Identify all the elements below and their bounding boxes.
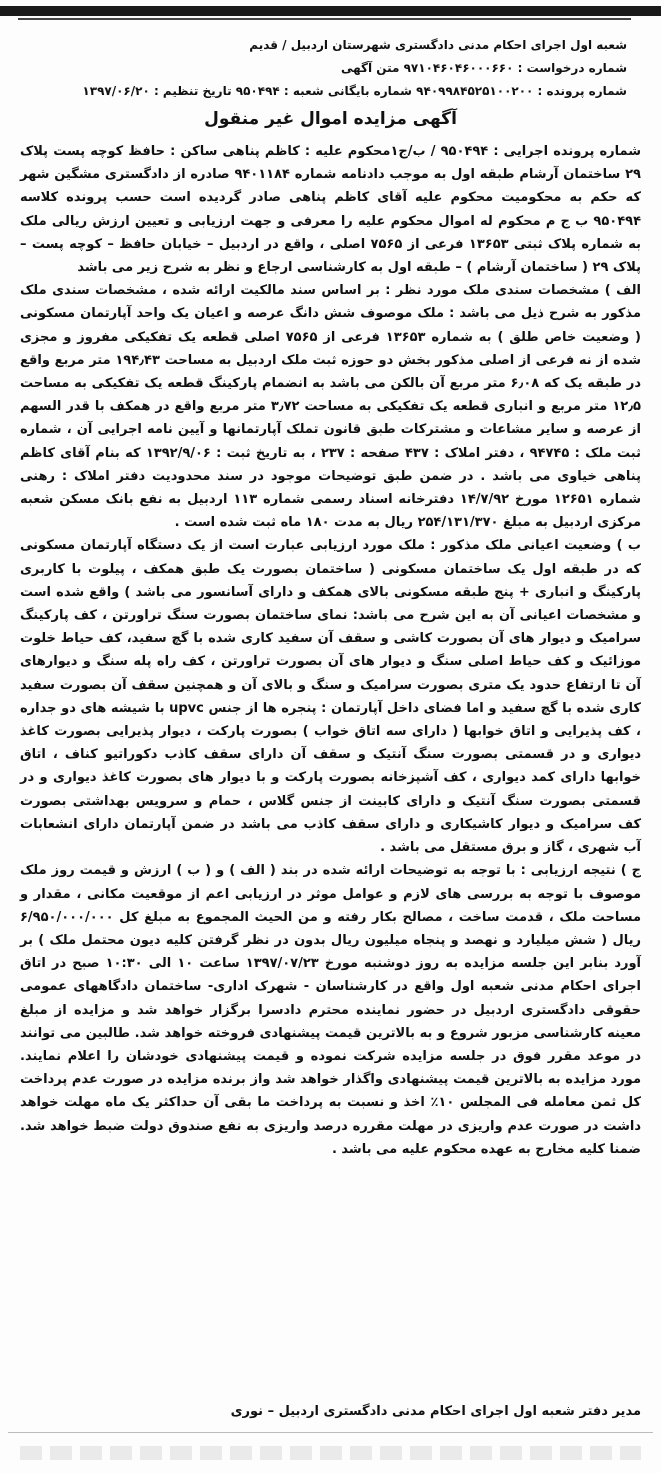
paragraph-jim: ج ) نتیجه ارزیابی : با توجه به توضیحات ارائه شده در بند ( الف ) و ( ب ) ارزش و قیمت روز ملک موصوف با توجه به بررسی های لازم و عوامل موثر در ارزیابی اعم از موقعیت مکانی ، مقدار و مساحت ملک ، قدمت ساخت ، مصالح بکار رفته و من الحیث المجموع به مبلغ کل ۶/۹۵۰/۰۰۰/۰۰۰ ریال ( شش میلیارد و نهصد و پنجاه میلیون ریال بدون در نظر گرفتن کلیه دیون محتمل ملک ) بر آورد بنابر این جلسه مزایده به روز دوشنبه مورخ ۱۳۹۷/۰۷/۲۳ ساعت ۱۰ الی ۱۰:۳۰ صبح در اتاق اجرای احکام مدنی شعبه اول واقع در کارشناسان - شهرک اداری- ساختمان دادگاههای عمومی حقوقی دادگستری اردبیل در حضور نماینده محترم دادسرا برگزار خواهد شد و مزایده از مبلغ معینه کارشناسی مزبور شروع و به بالاترین قیمت پیشنهادی فروخته خواهد شد. طالبین می توانند در موعد مقرر فوق در جلسه مزایده شرکت نموده و قیمت پیشنهادی خودشان را اعلام نمایند. مورد مزایده به بالاترین قیمت پیشنهادی واگذار خواهد شد واز برنده مزایده در صورت عدم پرداخت کل ثمن معامله فی المجلس ۱۰٪ اخذ و نسبت به پرداخت ما بقی آن حداکثر یک ماه مهلت خواهد داشت در صورت عدم واریزی در مهلت مقرره درصد واریزی به نفع صندوق دولت ضبط خواهد شد. ضمنا کلیه مخارج به عهده محکوم علیه می باشد . — [20, 863, 642, 1157]
paragraph-intro: شماره پرونده اجرایی : ۹۵۰۴۹۴ / ب/ج۱محکوم علیه : کاظم پناهی ساکن : حافظ کوچه پست پلاک ۲۹ ساختمان آرشام طبقه اول به موجب دادنامه شماره ۹۴۰۱۱۸۴ صادره از دادگستری مشگین شهر که حکم به محکومیت محکوم علیه آقای کاظم پناهی صادر گردیده است حسب پرونده کلاسه ۹۵۰۴۹۴ ب ج م محکوم له اموال محکوم علیه را معرفی و جهت ارزیابی و تعیین ارزش ریالی ملک به شماره پلاک ثبتی ۱۳۶۵۳ فرعی از ۷۵۶۵ اصلی ، واقع در اردبیل – خیابان حافظ – کوچه پست – پلاک ۲۹ ( ساختمان آرشام ) – طبقه اول به کارشناسی ارجاع و نظر به شرح زیر می باشد — [20, 144, 642, 276]
paragraph-be: ب ) وضعیت اعیانی ملک مذکور : ملک مورد ارزیابی عبارت است از یک دستگاه آپارتمان مسکونی که در طبقه اول یک ساختمان مسکونی ( ساختمان بصورت یک طبق همکف ، پیلوت با کاربری پارکینگ و انباری + پنج طبقه مسکونی بالای همکف و دارای آسانسور می باشد ) واقع شده است و مشخصات اعیانی آن به این شرح می باشد: نمای ساختمان بصورت سنگ تراورتن ، کف پارکینگ سرامیک و دیوار های آن بصورت کاشی و سقف آن سفید کاری شده با گچ سفید، کف حیاط خلوت موزائیک و کف حیاط اصلی سنگ و دیوار های آن بصورت تراورتن ، کف راه پله سنگ و دیوارهای آن تا ارتفاع حدود یک متری بصورت سرامیک و سنگ و بالای آن و همچنین سقف آن بصورت سفید کاری شده با گچ سفید و اما فضای داخل آپارتمان : پنجره ها از جنس upvc با شیشه های دو جداره ، کف پذیرایی و اتاق خوابها ( دارای سه اتاق خواب ) بصورت پارکت ، دیوار پذیرایی بصورت کاغذ دیواری و در قسمتی بصورت سنگ آنتیک و سقف آن دارای سقف کاذب دکوراتیو کناف ، اتاق خوابها دارای کمد دیواری ، کف آشپزخانه بصورت پارکت و با دیوار های بصورت کاغذ دیواری و در قسمتی بصورت سنگ آنتیک و دارای کابینت از جنس گلاس ، حمام و سرویس بهداشتی بصورت کف سرامیک و دیوار کاشیکاری و دارای سقف کاذب می باشد در ضمن آپارتمان دارای انشعابات آب شهری ، گاز و برق مستقل می باشد . — [20, 538, 641, 856]
bottom-divider — [8, 1432, 653, 1433]
top-border-rule — [0, 6, 661, 16]
header-case-line: شماره پرونده : ۹۴۰۹۹۸۴۵۲۵۱۰۰۲۰۰ شماره بایگانی شعبه : ۹۵۰۴۹۴ تاریخ تنظیم : ۱۳۹۷/۰۶/۲۰ — [82, 84, 627, 98]
notice-body — [20, 140, 641, 1161]
top-border-thin-rule — [18, 18, 631, 20]
bottom-faded-text — [20, 1446, 641, 1460]
signature-line: مدیر دفتر شعبه اول اجرای احکام مدنی دادگستری اردبیل – نوری — [230, 1404, 641, 1419]
header-court-line: شعبه اول اجرای احکام مدنی دادگستری شهرستان اردبیل / قدیم — [249, 38, 627, 52]
notice-title: آگهی مزایده اموال غیر منقول — [204, 109, 457, 129]
paragraph-alef: الف ) مشخصات سندی ملک مورد نظر : بر اساس سند مالکیت ارائه شده ، مشخصات سندی ملک مذکور به شرح ذیل می باشد : ملک موصوف شش دانگ عرصه و اعیان یک واحد آپارتمان مسکونی ( وضعیت خاص طلق ) به شماره ۱۳۶۵۳ فرعی از ۷۵۶۵ اصلی قطعه یک تفکیکی مفروز و مجزی شده از نه فرعی از اصلی مذکور بخش دو حوزه ثبت ملک اردبیل به مساحت ۱۹۴٫۴۳ متر مربع واقع در طبقه یک که ۶٫۰۸ متر مربع آن بالکن می باشد به انضمام پارکینگ قطعه یک تفکیکی به مساحت ۱۲٫۵ متر مربع و انباری قطعه یک تفکیکی به مساحت ۳٫۷۲ متر مربع واقع در همکف با قدر السهم از عرصه و سایر مشاعات و مشترکات طبق قانون تملک آپارتمانها و آیین نامه اجرایی آن ، شماره ثبت ملک : ۹۴۷۴۵ ، دفتر املاک : ۴۳۷ صفحه : ۲۳۷ ، به تاریخ ثبت : ۱۳۹۲/۹/۰۶ که بنام آقای کاظم پناهی خیاوی می باشد . در ضمن طبق توضیحات موجود در سند محدودیت دفتر املاک : رهنی شماره ۱۲۶۵۱ مورخ ۱۴/۷/۹۲ دفترخانه اسناد رسمی شماره ۱۱۳ اردبیل به نفع بانک مسکن شعبه مرکزی اردبیل به مبلغ ۲۵۴/۱۳۱/۳۷۰ ریال به مدت ۱۸۰ ماه ثبت شده است . — [20, 283, 641, 531]
header-request-line: شماره درخواست : ۹۷۱۰۴۶۰۴۶۰۰۰۶۶۰ متن آگهی — [340, 61, 627, 75]
notice-header — [20, 34, 627, 103]
